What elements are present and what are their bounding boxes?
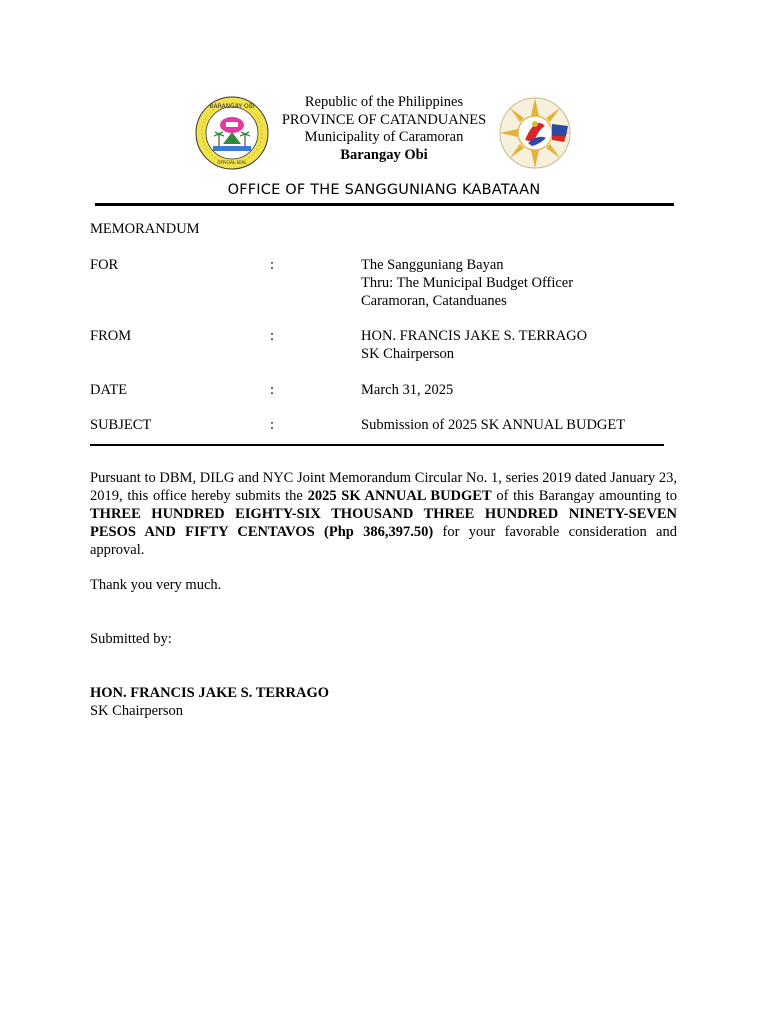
seal-ring-text: BARANGAY OBI — [209, 103, 255, 110]
body-amount-words: THREE HUNDRED EIGHTY-SIX THOUSAND THREE HUNDRED NINETY-SEVEN PESOS AND FIFTY CENTAVOS (Php 386,397.50) — [90, 506, 677, 540]
for-colon: : — [270, 257, 275, 273]
seal-ring-bottom-text: OFFICIAL SEAL — [217, 160, 247, 165]
subject-value: Submission of 2025 SK ANNUAL BUDGET — [361, 417, 626, 433]
subject-label: SUBJECT — [90, 417, 152, 433]
for-value — [361, 256, 573, 310]
header-line-barangay: Barangay Obi — [340, 146, 428, 163]
date-colon: : — [270, 382, 275, 398]
header-line-republic: Republic of the Philippines — [304, 94, 464, 110]
from-position: SK Chairperson — [361, 346, 455, 362]
office-title: OFFICE OF THE SANGGUNIANG KABATAAN — [227, 182, 541, 198]
for-label: FOR — [90, 257, 119, 273]
from-label: FROM — [90, 328, 132, 344]
body-text-intro: Pursuant to DBM, DILG and NYC Joint Memorandum Circular No. 1, series 2019 dated January 23, 2019, this office hereby submits the — [90, 470, 677, 504]
header-divider — [95, 203, 674, 206]
header-line-municipality: Municipality of Caramoran — [304, 129, 464, 145]
signatory-name: HON. FRANCIS JAKE S. TERRAGO — [90, 685, 330, 701]
body-text-amounting: of this Barangay amounting to — [491, 488, 678, 504]
sk-logo — [498, 96, 572, 170]
letterhead — [240, 94, 528, 164]
for-address: Caramoran, Catanduanes — [361, 293, 507, 309]
date-label: DATE — [90, 382, 128, 398]
memo-title: MEMORANDUM — [90, 221, 200, 237]
subject-colon: : — [270, 417, 275, 433]
signatory-title: SK Chairperson — [90, 703, 184, 719]
for-thru: Thru: The Municipal Budget Officer — [361, 275, 574, 291]
header-line-province: PROVINCE OF CATANDUANES — [281, 111, 487, 128]
thanks-line: Thank you very much. — [90, 577, 222, 593]
submitted-by-label: Submitted by: — [90, 631, 172, 647]
subject-divider — [90, 444, 664, 446]
from-colon: : — [270, 328, 275, 344]
from-name: HON. FRANCIS JAKE S. TERRAGO — [361, 328, 588, 344]
body-budget-title: 2025 SK ANNUAL BUDGET — [307, 488, 492, 504]
body-text-closing: for your favorable consideration and approval. — [90, 524, 677, 558]
from-value — [361, 327, 587, 363]
body-paragraph — [90, 469, 677, 559]
date-value: March 31, 2025 — [361, 382, 454, 398]
for-recipient: The Sangguniang Bayan — [361, 257, 504, 273]
